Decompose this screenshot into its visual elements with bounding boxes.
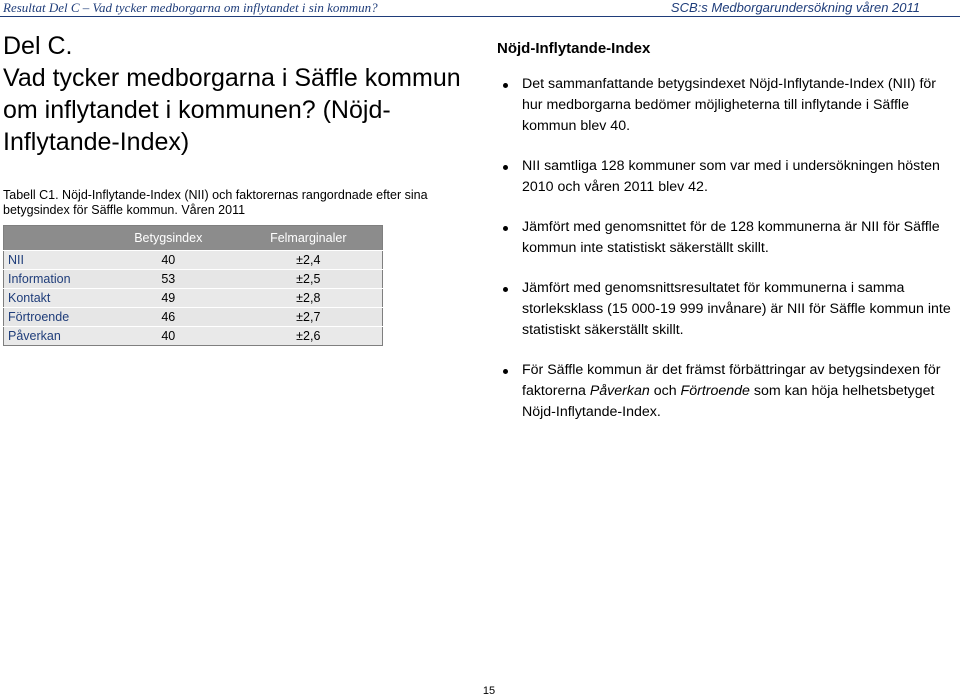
row-margin: ±2,7 [235,308,383,327]
table-caption: Tabell C1. Nöjd-Inflytande-Index (NII) och faktorernas rangordnade efter sina betygsindex för Säffle kommun. Våren 2011 [3,188,428,217]
section-title [3,30,463,158]
bullet-icon [503,165,508,170]
section-title-rest: Vad tycker medborgarna i Säffle kommun om inflytandet i kommunen? (Nöjd-Inflytande-Index) [3,64,461,156]
bullet-text: NII samtliga 128 kommuner som var med i undersökningen hösten 2010 och våren 2011 blev 42. [522,158,940,195]
table-row [4,327,383,346]
table-header-margin: Felmarginaler [235,226,383,251]
row-index: 46 [102,308,235,327]
row-margin: ±2,4 [235,251,383,270]
bullet-icon [503,287,508,292]
bullet-text-paverkan: Påverkan [589,383,650,399]
header-title: Resultat Del C – Vad tycker medborgarna om inflytandet i sin kommun? [3,0,378,15]
row-index: 53 [102,270,235,289]
list-item [497,278,952,341]
index-table [3,225,383,346]
table-row [4,308,383,327]
row-label: Information [4,270,103,289]
bullet-text-e: som kan höja helhetsbetyget Nöjd-Inflytande-Index. [522,383,935,420]
table-header-index: Betygsindex [102,226,235,251]
summary-list [497,74,952,423]
row-index: 40 [102,251,235,270]
row-index: 40 [102,327,235,346]
right-column [497,38,952,442]
bullet-text-fortroende: Förtroende [680,383,750,399]
table-row [4,270,383,289]
table-row [4,251,383,270]
row-margin: ±2,5 [235,270,383,289]
row-label: Påverkan [4,327,103,346]
bullet-text: Jämfört med genomsnittet för de 128 kommunerna är NII för Säffle kommun inte statistiskt säkerställt skillt. [522,219,940,256]
table-header-row [4,226,383,251]
list-item [497,156,952,198]
list-item [497,217,952,259]
header-rule [0,16,960,17]
list-item [497,74,952,137]
row-margin: ±2,6 [235,327,383,346]
bullet-text: Det sammanfattande betygsindexet Nöjd-Inflytande-Index (NII) för hur medborgarna bedömer möjligheterna till inflytande i Säffle kommun blev 40. [522,76,937,134]
summary-title: Nöjd-Inflytande-Index [497,40,651,57]
bullet-text-a: För Säffle kommun är det främst förbättringar av betygsindexen för faktorerna [522,362,941,399]
row-label: Förtroende [4,308,103,327]
section-title-line1: Del C. [3,32,73,60]
list-item [497,360,952,423]
bullet-icon [503,83,508,88]
row-label: Kontakt [4,289,103,308]
table-header-blank [4,226,103,251]
bullet-text [522,362,940,420]
bullet-text-c: och [649,383,681,399]
left-column [3,30,463,217]
row-margin: ±2,8 [235,289,383,308]
bullet-icon [503,369,508,374]
row-index: 49 [102,289,235,308]
bullet-text: Jämfört med genomsnittsresultatet för kommunerna i samma storleksklass (15 000-19 999 invånare) är NII för Säffle kommun inte statistiskt säkerställt skillt. [522,280,951,338]
row-label: NII [4,251,103,270]
page-header [0,0,960,17]
page-number: 15 [482,685,496,697]
table-row [4,289,383,308]
header-source: SCB:s Medborgarundersökning våren 2011 [670,0,920,15]
bullet-icon [503,226,508,231]
